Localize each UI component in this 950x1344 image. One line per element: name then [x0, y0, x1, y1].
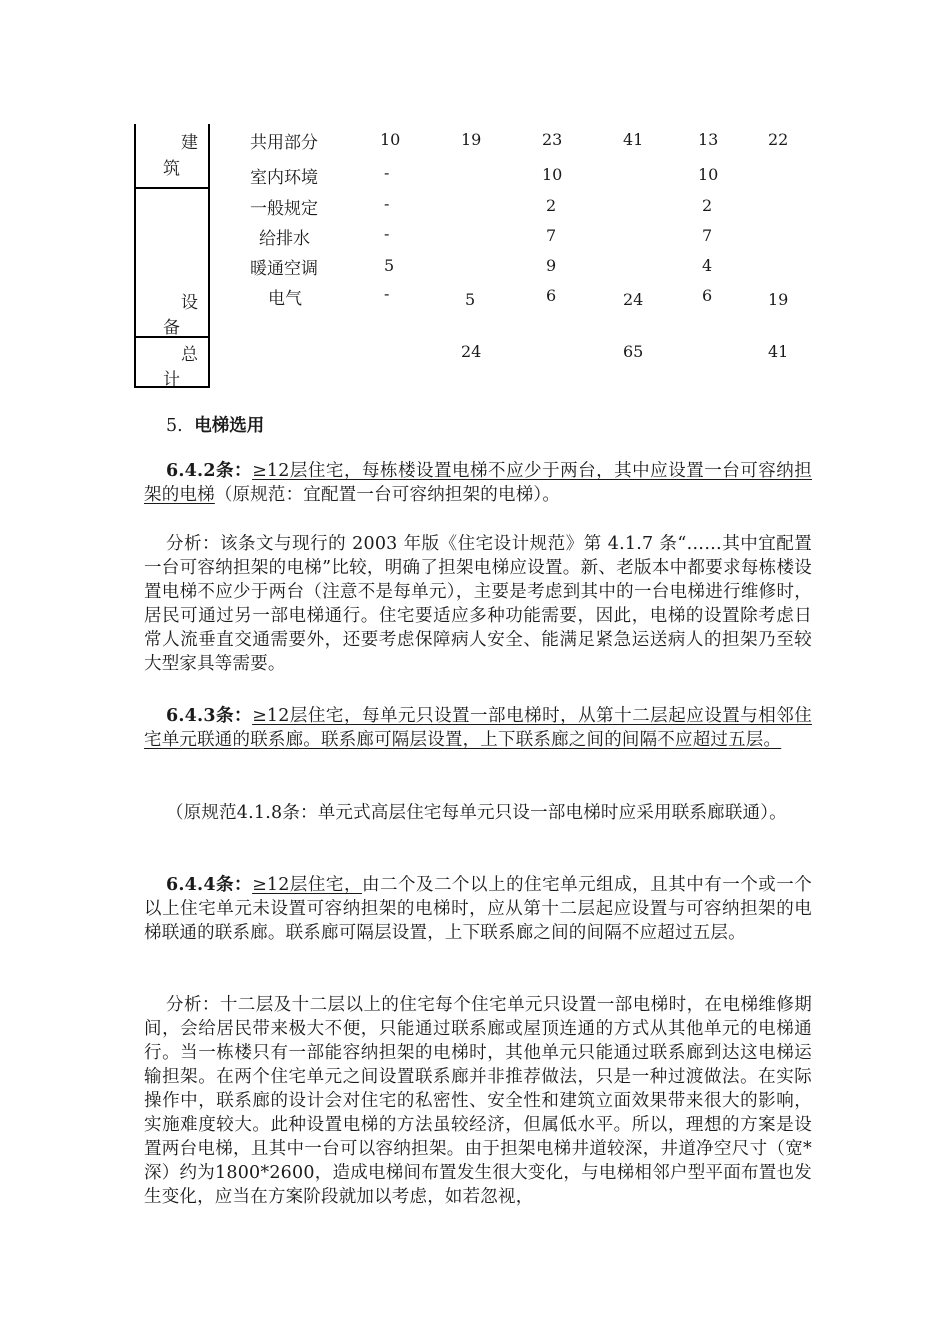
group-label-equipment-1: 设	[181, 293, 198, 313]
clause-text: 由二个及二个以上的住宅单元组成，且其中有一个或一个以上住宅单元未设置可容纳担架的电梯时，应从第十二层起应设置与可容纳担架的电梯联通的联系廊。联系廊可隔层设置，上下联系廊之间的间隔不应超过五层。	[144, 875, 812, 943]
cell: 6	[702, 286, 713, 305]
clause-6-4-3	[144, 704, 812, 752]
cell: 10	[542, 165, 563, 184]
total-cell: 24	[461, 342, 482, 361]
group-label-building-2: 筑	[163, 159, 180, 179]
cell: 19	[461, 130, 482, 149]
clause-text-underlined: ≥12层住宅，	[252, 875, 362, 895]
row-label: 室内环境	[250, 168, 318, 188]
cell: 19	[768, 290, 789, 309]
cell: 22	[768, 130, 789, 149]
table-rule-building	[134, 187, 210, 189]
cell: 2	[546, 196, 557, 215]
group-label-total-2: 计	[163, 370, 180, 390]
section-number: 5.	[166, 416, 183, 436]
analysis-paragraph-2: 分析：十二层及十二层以上的住宅每个住宅单元只设置一部电梯时，在电梯维修期间，会给居民带来极大不便，只能通过联系廊或屋顶连通的方式从其他单元的电梯通行。当一栋楼只有一部能容纳担架的电梯时，其他单元只能通过联系廊到达这电梯运输担架。在两个住宅单元之间设置联系廊并非推荐做法，只是一种过渡做法。在实际操作中，联系廊的设计会对住宅的私密性、安全性和建筑立面效果带来很大的影响，实施难度较大。此种设置电梯的方法虽较经济，但属低水平。所以，理想的方案是设置两台电梯，且其中一台可以容纳担架。由于担架电梯井道较深，井道净空尺寸（宽*深）约为1800*2600，造成电梯间布置发生很大变化，与电梯相邻户型平面布置也发生变化，应当在方案阶段就加以考虑，如若忽视，	[144, 995, 812, 1207]
row-label: 给排水	[259, 229, 310, 249]
cell: 23	[542, 130, 563, 149]
cell: 13	[698, 130, 719, 149]
cell: 5	[465, 290, 476, 309]
section-heading	[166, 412, 264, 437]
group-label-building-1: 建	[181, 133, 198, 153]
table-left-border	[134, 124, 136, 387]
cell: -	[384, 194, 390, 213]
clause-number: 6.4.2条：	[166, 461, 253, 481]
row-label: 暖通空调	[250, 259, 318, 279]
clause-6-4-2	[144, 459, 812, 507]
clause-text-underlined: ≥12层住宅，每单元只设置一部电梯时，从第十二层起应设置与相邻住宅单元联通的联系廊。联系廊可隔层设置，上下联系廊之间的间隔不应超过五层。	[144, 706, 812, 750]
clause-number: 6.4.4条：	[166, 875, 253, 895]
section-title: 电梯选用	[194, 416, 265, 436]
group-label-equipment-2: 备	[163, 318, 180, 338]
cell: 6	[546, 286, 557, 305]
total-cell: 65	[623, 342, 644, 361]
cell: -	[384, 224, 390, 243]
group-label-total-1: 总	[181, 345, 198, 365]
clause-text-underlined: ≥12层住宅，每栋楼设置电梯不应少于两台，其中应设置一台可容纳担架的电梯	[144, 461, 812, 505]
cell: 10	[380, 130, 401, 149]
analysis-paragraph-1: 分析：该条文与现行的 2003 年版《住宅设计规范》第 4.1.7 条“……其中宜配置一台可容纳担架的电梯”比较，明确了担架电梯应设置。新、老版本中都要求每栋楼设置电梯不应少于两台（注意不是每单元），主要是考虑到其中的一台电梯进行维修时，居民可通过另一部电梯通行。住宅要适应多种功能需要，因此，电梯的设置除考虑日常人流垂直交通需要外，还要考虑保障病人安全、能满足紧急运送病人的担架乃至较大型家具等需要。	[144, 534, 812, 674]
cell: 10	[698, 165, 719, 184]
clause-note: （原规范：宜配置一台可容纳担架的电梯）。	[214, 485, 561, 505]
cell: 7	[702, 226, 713, 245]
table-group-border	[208, 124, 210, 387]
cell: -	[384, 163, 390, 182]
cell: 5	[384, 256, 395, 275]
cell: 9	[546, 256, 557, 275]
row-label: 电气	[268, 289, 302, 309]
cell: 4	[702, 256, 713, 275]
total-cell: 41	[768, 342, 789, 361]
cell: 41	[623, 130, 644, 149]
cell: 24	[623, 290, 644, 309]
row-label: 共用部分	[250, 133, 318, 153]
cell: 2	[702, 196, 713, 215]
original-spec-note: （原规范4.1.8条：单元式高层住宅每单元只设一部电梯时应采用联系廊联通）。	[166, 803, 787, 823]
clause-6-4-4	[144, 873, 812, 945]
cell: -	[384, 284, 390, 303]
clause-number: 6.4.3条：	[166, 706, 253, 726]
row-label: 一般规定	[250, 199, 318, 219]
cell: 7	[546, 226, 557, 245]
